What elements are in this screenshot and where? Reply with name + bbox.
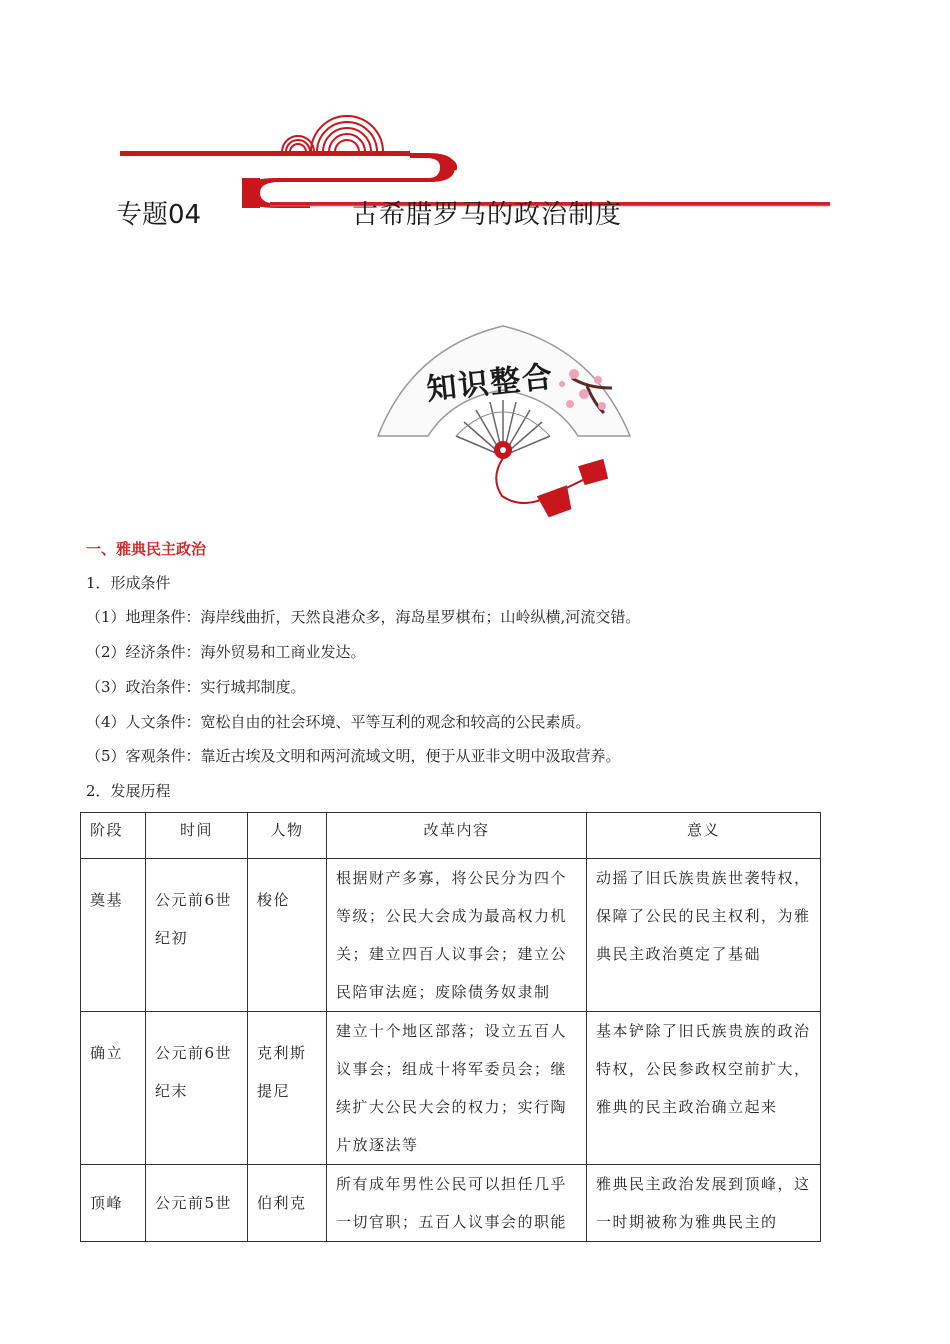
condition-item: （4）人文条件：宽松自由的社会环境、平等互利的观念和较高的公民素质。 (86, 713, 591, 731)
cell-time: 公元前6世纪末 (146, 1012, 248, 1165)
fan-caption: 知识整合 (424, 359, 556, 408)
reform-table (80, 812, 821, 1242)
column-header-person: 人物 (248, 813, 327, 859)
condition-item: （3）政治条件：实行城邦制度。 (86, 678, 306, 696)
cell-stage: 奠基 (81, 859, 146, 1012)
cell-stage: 顶峰 (81, 1165, 146, 1242)
condition-item: （1）地理条件：海岸线曲折，天然良港众多，海岛星罗棋布；山岭纵横,河流交错。 (86, 608, 641, 626)
cell-stage: 确立 (81, 1012, 146, 1165)
cell-content: 所有成年男性公民可以担任几乎一切官职；五百人议事会的职能 (327, 1165, 587, 1242)
condition-item: （2）经济条件：海外贸易和工商业发达。 (86, 643, 366, 661)
cell-meaning: 雅典民主政治发展到顶峰，这一时期被称为雅典民主的 (587, 1165, 821, 1242)
column-header-time: 时间 (146, 813, 248, 859)
cell-content: 根据财产多寡，将公民分为四个等级；公民大会成为最高权力机关；建立四百人议事会；建立公民陪审法庭；废除债务奴隶制 (327, 859, 587, 1012)
table-row (81, 1165, 821, 1242)
sub-heading-development: 2．发展历程 (86, 782, 171, 800)
section-heading: 一、雅典民主政治 (86, 540, 207, 558)
table-header-row (81, 813, 821, 859)
cell-person: 伯利克 (248, 1165, 327, 1242)
table-row (81, 859, 821, 1012)
knowledge-fan-illustration (372, 318, 634, 518)
column-header-meaning: 意义 (587, 813, 821, 859)
cell-person: 克利斯提尼 (248, 1012, 327, 1165)
table-row (81, 1012, 821, 1165)
cell-meaning: 动摇了旧氏族贵族世袭特权，保障了公民的民主权利，为雅典民主政治奠定了基础 (587, 859, 821, 1012)
cell-time: 公元前6世纪初 (146, 859, 248, 1012)
page-title-prefix: 专题04 (116, 200, 202, 230)
page-title: 古希腊罗马的政治制度 (352, 200, 623, 230)
cell-person: 梭伦 (248, 859, 327, 1012)
cell-time: 公元前5世 (146, 1165, 248, 1242)
column-header-stage: 阶段 (81, 813, 146, 859)
column-header-content: 改革内容 (327, 813, 587, 859)
cell-meaning: 基本铲除了旧氏族贵族的政治特权，公民参政权空前扩大，雅典的民主政治确立起来 (587, 1012, 821, 1165)
sub-heading-formation: 1．形成条件 (86, 574, 171, 592)
cell-content: 建立十个地区部落；设立五百人议事会；组成十将军委员会；继续扩大公民大会的权力；实行陶片放逐法等 (327, 1012, 587, 1165)
condition-item: （5）客观条件：靠近古埃及文明和两河流域文明，便于从亚非文明中汲取营养。 (86, 747, 621, 765)
